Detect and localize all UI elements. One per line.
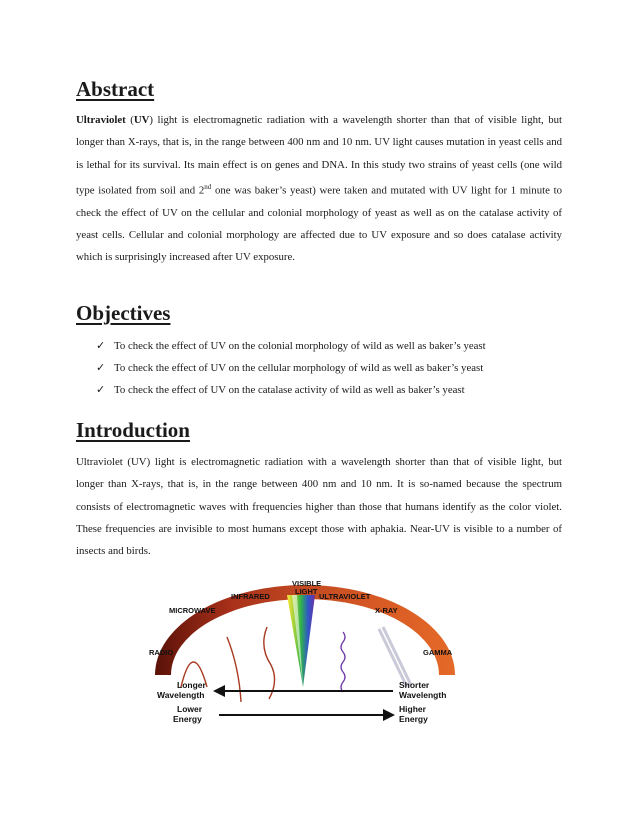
abstract-term: Ultraviolet — [76, 114, 126, 126]
ultraviolet-wave — [341, 632, 345, 692]
band-label-microwave: MICROWAVE — [169, 606, 216, 615]
band-label-ultraviolet: ULTRAVIOLET — [319, 592, 371, 601]
list-item — [96, 357, 486, 379]
xray-wave — [379, 627, 411, 687]
band-label-visible-2: LIGHT — [295, 587, 318, 596]
visible-light-wedge — [287, 595, 315, 687]
introduction-heading: Introduction — [76, 418, 190, 442]
lower-label: Lower — [177, 704, 203, 714]
introduction-paragraph — [76, 451, 562, 562]
energy-left-label: Energy — [173, 714, 202, 724]
objective-text: To check the effect of UV on the catalase activity of wild as well as baker’s yeast — [114, 384, 465, 396]
abstract-text-a: ) light is electromagnetic radiation with a wavelength shorter than that of visible light, but longer than X-rays, that is, in the range between 400 nm and 10 nm. UV light causes mutation in yeast cells and is lethal for its survival. Its main effect is on genes and DNA. In this study two strains of yeast cells (one wild type isolated from soil and 2 — [76, 114, 562, 197]
microwave-wave — [227, 637, 241, 702]
abstract-paren-open: ( — [125, 114, 134, 126]
abstract-text-b: one was baker’s yeast) were taken and mutated with UV light for 1 minute to check the effect of UV on the cellular and colonial morphology of yeast as well as on the catalase activity of yeast cells. Cellular and colonial morphology are affected due to UV exposure and so does catalase activity which is surprisingly increased after UV exposure. — [76, 184, 562, 264]
introduction-text: Ultraviolet (UV) light is electromagnetic radiation with a wavelength shorter than that of visible light, but longer than X-rays, that is, in the range between 400 nm and 10 nm. It is so-named because the spectrum consists of electromagnetic waves with frequencies higher than those that humans identify as the color violet. These frequencies are invisible to most humans except those with aphakia. Near-UV is visible to a number of insects and birds. — [76, 456, 562, 558]
list-item — [96, 335, 486, 357]
wavelength-right-label: Wavelength — [399, 690, 447, 700]
abstract-paragraph — [76, 109, 562, 269]
band-label-radio: RADIO — [149, 648, 174, 657]
abstract-abbr: UV — [133, 114, 150, 126]
energy-right-label: Energy — [399, 714, 428, 724]
wavelength-left-label: Wavelength — [157, 690, 205, 700]
objectives-list — [96, 335, 486, 401]
shorter-label: Shorter — [399, 680, 430, 690]
band-label-visible-1: VISIBLE — [292, 579, 322, 588]
objective-text: To check the effect of UV on the colonial morphology of wild as well as baker’s yeast — [114, 340, 486, 352]
abstract-superscript: nd — [204, 182, 212, 191]
band-label-xray: X-RAY — [375, 606, 398, 615]
checkmark-icon: ✓ — [96, 384, 106, 396]
energy-arrow — [219, 709, 395, 721]
band-label-infrared: INFRARED — [231, 592, 270, 601]
longer-label: Longer — [177, 680, 206, 690]
abstract-heading: Abstract — [76, 77, 155, 101]
em-spectrum-figure — [147, 577, 462, 747]
higher-label: Higher — [399, 704, 426, 714]
infrared-wave — [264, 627, 275, 699]
list-item — [96, 379, 486, 401]
band-label-gamma: GAMMA — [423, 648, 453, 657]
objectives-heading: Objectives — [76, 301, 171, 325]
checkmark-icon: ✓ — [96, 340, 106, 352]
objective-text: To check the effect of UV on the cellular morphology of wild as well as baker’s yeast — [114, 362, 484, 374]
checkmark-icon: ✓ — [96, 362, 106, 374]
